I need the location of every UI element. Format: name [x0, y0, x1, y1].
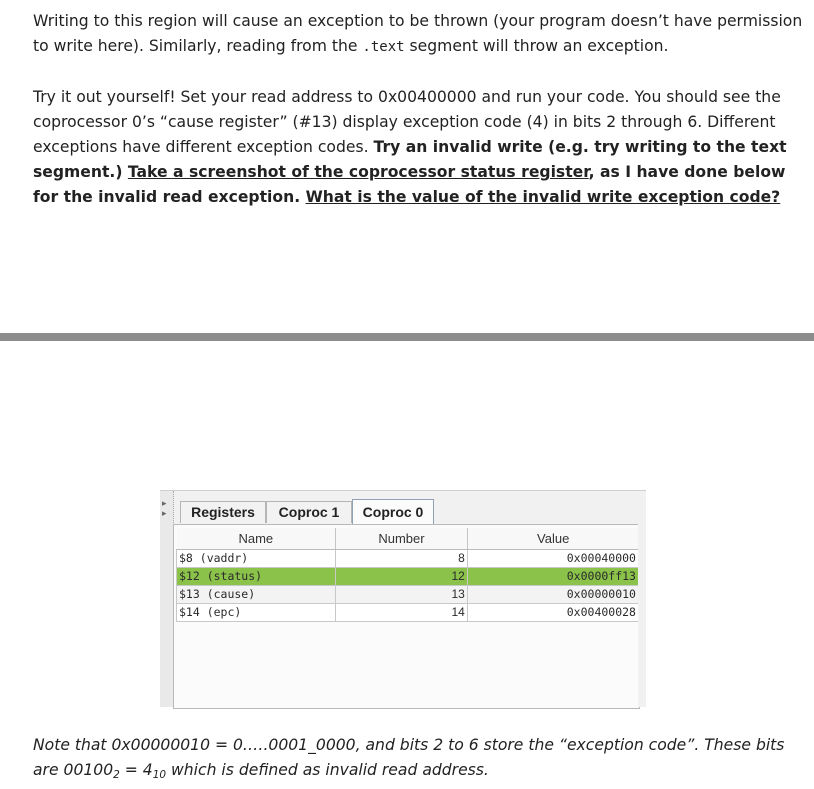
table-row[interactable] [177, 550, 639, 568]
footnote [33, 733, 793, 788]
screenshot-instruction-tail: , as I have done below for the invalid read exception. [33, 163, 786, 206]
question-text: What is the value of the invalid write exception code? [305, 188, 781, 206]
register-number: 14 [336, 604, 468, 622]
screenshot-gutter [160, 491, 174, 707]
intro-text-end: segment will throw an exception. [404, 37, 669, 55]
intro-text: Writing to this region will cause an exception to be thrown (your program doesn’t have permission to write here). Similarly, reading from the [33, 12, 803, 55]
register-value: 0x0000ff13 [467, 568, 638, 586]
invalid-write-instruction: Try an invalid write (e.g. try writing to the text segment.) [33, 138, 787, 181]
column-header-value[interactable]: Value [467, 528, 638, 550]
gutter-mark-icon: ▸ [162, 499, 167, 509]
scrollbar-track[interactable] [638, 524, 646, 707]
register-value: 0x00040000 [467, 550, 638, 568]
table-row[interactable] [177, 586, 639, 604]
column-header-name[interactable]: Name [177, 528, 336, 550]
intro-paragraph [33, 9, 803, 60]
register-number: 8 [336, 550, 468, 568]
tab-registers[interactable]: Registers [180, 501, 266, 523]
table-row[interactable] [177, 604, 639, 622]
instructions-paragraph [33, 85, 803, 210]
register-name: $12 (status) [177, 568, 336, 586]
register-number: 12 [336, 568, 468, 586]
register-table-panel [173, 524, 640, 709]
register-name: $8 (vaddr) [177, 550, 336, 568]
column-header-number[interactable]: Number [336, 528, 468, 550]
instructions-text: Try it out yourself! Set your read address to 0x00400000 and run your code. You should see the coprocessor 0’s “cause register” (#13) display exception code (4) in bits 2 through 6. Different exceptions have different exception codes. [33, 88, 781, 156]
register-number: 13 [336, 586, 468, 604]
binary-subscript: 2 [113, 769, 120, 781]
tab-coproc-0[interactable]: Coproc 0 [352, 499, 434, 524]
table-row[interactable] [177, 568, 639, 586]
text-segment-code: .text [362, 39, 405, 55]
tab-coproc-1[interactable]: Coproc 1 [266, 501, 352, 523]
note-text: Note that 0x00000010 = 0.….0001_0000, and bits 2 to 6 store the “exception code”. These bits are 00100 [33, 736, 785, 779]
screenshot-instruction: Take a screenshot of the coprocessor status register [127, 163, 589, 181]
note-text-end: which is defined as invalid read address. [166, 761, 489, 779]
note-equals: = 4 [119, 761, 153, 779]
register-value: 0x00000010 [467, 586, 638, 604]
register-table [176, 528, 639, 622]
register-name: $14 (epc) [177, 604, 336, 622]
register-value: 0x00400028 [467, 604, 638, 622]
section-divider [0, 333, 814, 341]
decimal-subscript: 10 [152, 769, 167, 781]
coprocessor-screenshot [160, 490, 646, 707]
register-name: $13 (cause) [177, 586, 336, 604]
gutter-mark-icon: ▸ [162, 509, 167, 519]
